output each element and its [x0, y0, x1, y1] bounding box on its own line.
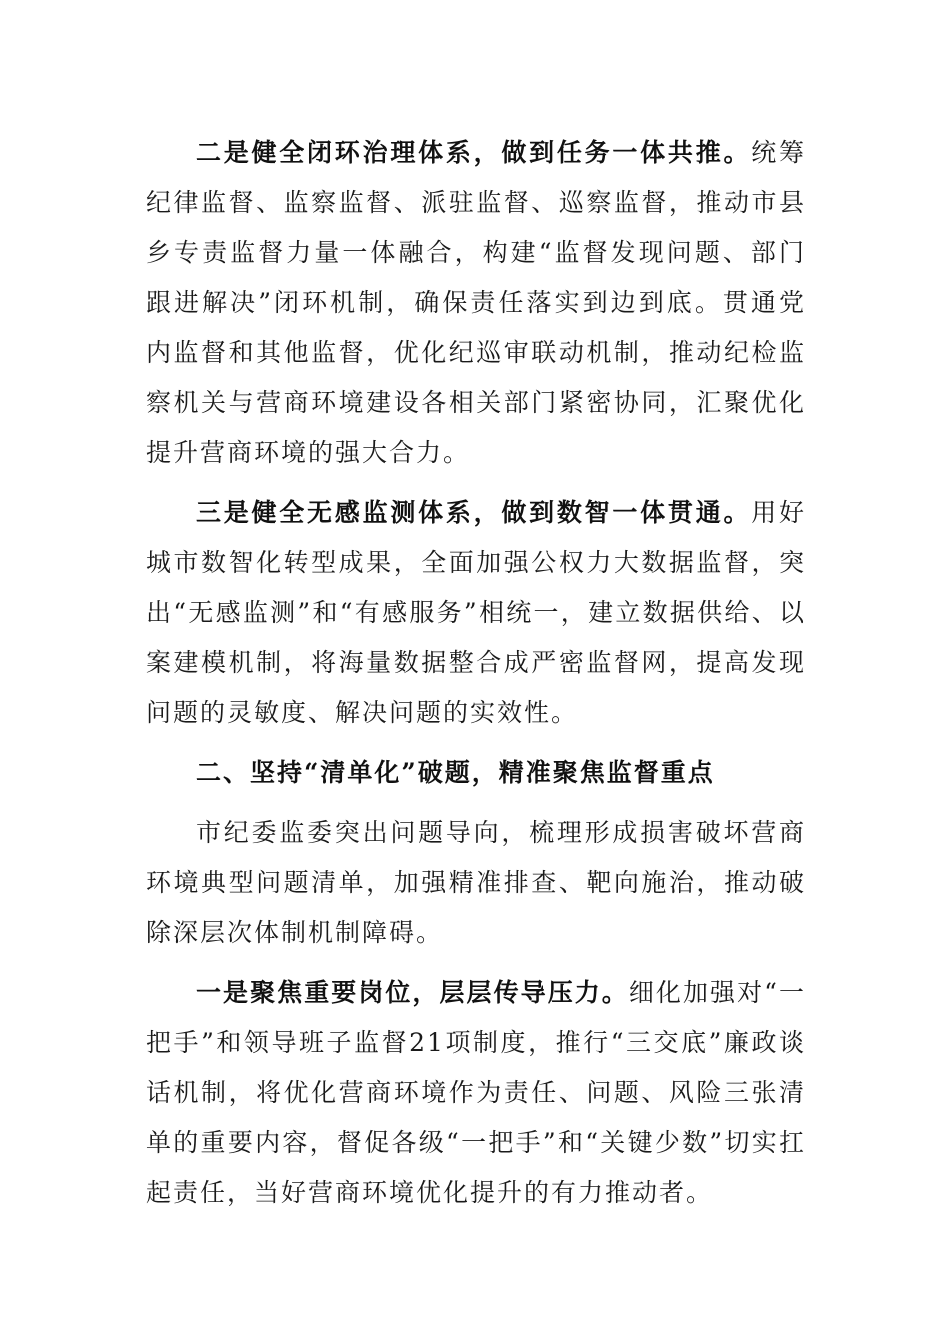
paragraph-body: 用好城市数智化转型成果，全面加强公权力大数据监督，突出“无感监测”和“有感服务”相统一，建立数据供给、以案建模机制，将海量数据整合成严密监督网，提高发现问题的灵敏度、解决问题的实效性。 [146, 498, 806, 727]
paragraph-lead: 三是健全无感监测体系，做到数智一体贯通。 [196, 498, 752, 527]
paragraph-key-positions [146, 968, 806, 1218]
paragraph-lead: 二是健全闭环治理体系，做到任务一体共推。 [196, 138, 752, 167]
paragraph-lead: 一是聚焦重要岗位，层层传导压力。 [196, 978, 629, 1007]
paragraph-closed-loop [146, 128, 806, 478]
section-heading: 二、坚持“清单化”破题，精准聚焦监督重点 [196, 758, 715, 787]
section-intro: 市纪委监委突出问题导向，梳理形成损害破坏营商环境典型问题清单，加强精准排查、靶向施治，推动破除深层次体制机制障碍。 [146, 818, 806, 947]
paragraph-body: 细化加强对“一把手”和领导班子监督21项制度，推行“三交底”廉政谈话机制，将优化营商环境作为责任、问题、风险三张清单的重要内容，督促各级“一把手”和“关键少数”切实扛起责任，当好营商环境优化提升的有力推动者。 [146, 978, 807, 1207]
paragraph-monitoring [146, 488, 806, 738]
document-page [146, 128, 806, 1228]
paragraph-body: 统筹纪律监督、监察监督、派驻监督、巡察监督，推动市县乡专责监督力量一体融合，构建“监督发现问题、部门跟进解决”闭环机制，确保责任落实到边到底。贯通党内监督和其他监督，优化纪巡审联动机制，推动纪检监察机关与营商环境建设各相关部门紧密协同，汇聚优化提升营商环境的强大合力。 [146, 138, 806, 467]
